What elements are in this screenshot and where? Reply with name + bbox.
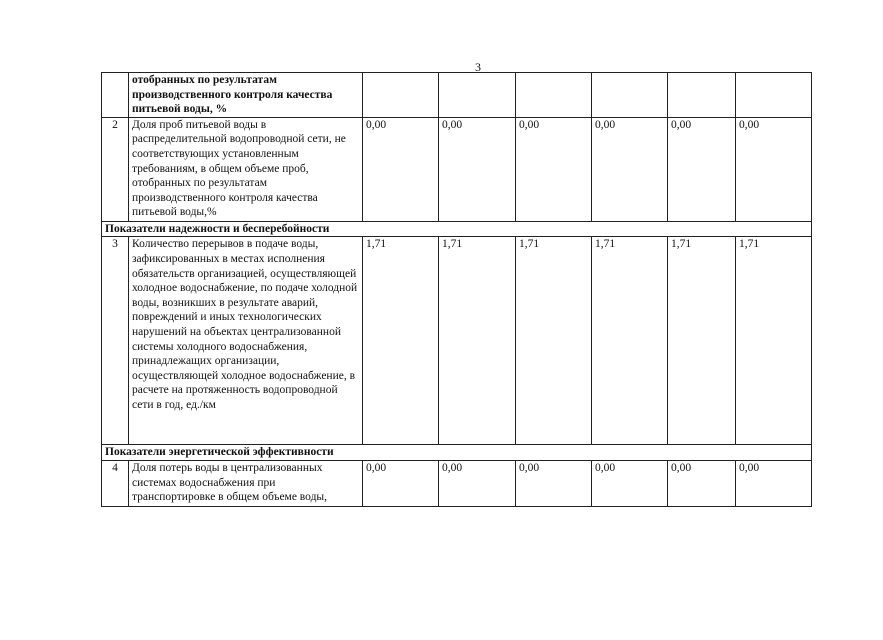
value-cell: 1,71 bbox=[439, 237, 516, 445]
value-cell: 0,00 bbox=[516, 117, 592, 221]
row-description: отобранных по результатам производственного контроля качества питьевой воды, % bbox=[129, 73, 363, 118]
section-header: Показатели энергетической эффективности bbox=[102, 445, 812, 461]
value-cell: 0,00 bbox=[592, 460, 668, 506]
table-row bbox=[102, 117, 812, 221]
value-cell: 0,00 bbox=[363, 460, 439, 506]
value-cell: 1,71 bbox=[668, 237, 736, 445]
row-number: 3 bbox=[102, 237, 129, 445]
indicators-table bbox=[101, 72, 812, 507]
table-row bbox=[102, 73, 812, 118]
value-cell bbox=[516, 73, 592, 118]
value-cell bbox=[592, 73, 668, 118]
value-cell: 1,71 bbox=[592, 237, 668, 445]
value-cell: 1,71 bbox=[736, 237, 812, 445]
row-description: Количество перерывов в подаче воды, зафиксированных в местах исполнения обязательств организацией, осуществляющей холодное водоснабжение, по подаче холодной воды, возникших в результате аварий, повреждений и иных технологических нарушений на объектах централизованной системы холодного водоснабжения, принадлежащих организации, осуществляющей холодное водоснабжение, в расчете на протяженность водопроводной сети в год, ед./км bbox=[129, 237, 363, 445]
table-row bbox=[102, 460, 812, 506]
value-cell bbox=[439, 73, 516, 118]
value-cell: 0,00 bbox=[668, 460, 736, 506]
value-cell: 1,71 bbox=[363, 237, 439, 445]
value-cell: 0,00 bbox=[668, 117, 736, 221]
value-cell: 0,00 bbox=[363, 117, 439, 221]
value-cell bbox=[736, 73, 812, 118]
value-cell: 0,00 bbox=[736, 460, 812, 506]
value-cell: 0,00 bbox=[516, 460, 592, 506]
row-description: Доля проб питьевой воды в распределительной водопроводной сети, не соответствующих установленным требованиям, в общем объеме проб, отобранных по результатам производственного контроля качества питьевой воды,% bbox=[129, 117, 363, 221]
section-header-row bbox=[102, 445, 812, 461]
section-header: Показатели надежности и бесперебойности bbox=[102, 221, 812, 237]
row-description: Доля потерь воды в централизованных системах водоснабжения при транспортировке в общем объеме воды, bbox=[129, 460, 363, 506]
value-cell bbox=[668, 73, 736, 118]
row-number: 4 bbox=[102, 460, 129, 506]
row-number: 2 bbox=[102, 117, 129, 221]
table-row bbox=[102, 237, 812, 445]
page-number: 3 bbox=[475, 60, 481, 74]
value-cell: 0,00 bbox=[592, 117, 668, 221]
value-cell: 1,71 bbox=[516, 237, 592, 445]
value-cell: 0,00 bbox=[439, 460, 516, 506]
value-cell: 0,00 bbox=[736, 117, 812, 221]
section-header-row bbox=[102, 221, 812, 237]
row-number bbox=[102, 73, 129, 118]
value-cell bbox=[363, 73, 439, 118]
value-cell: 0,00 bbox=[439, 117, 516, 221]
